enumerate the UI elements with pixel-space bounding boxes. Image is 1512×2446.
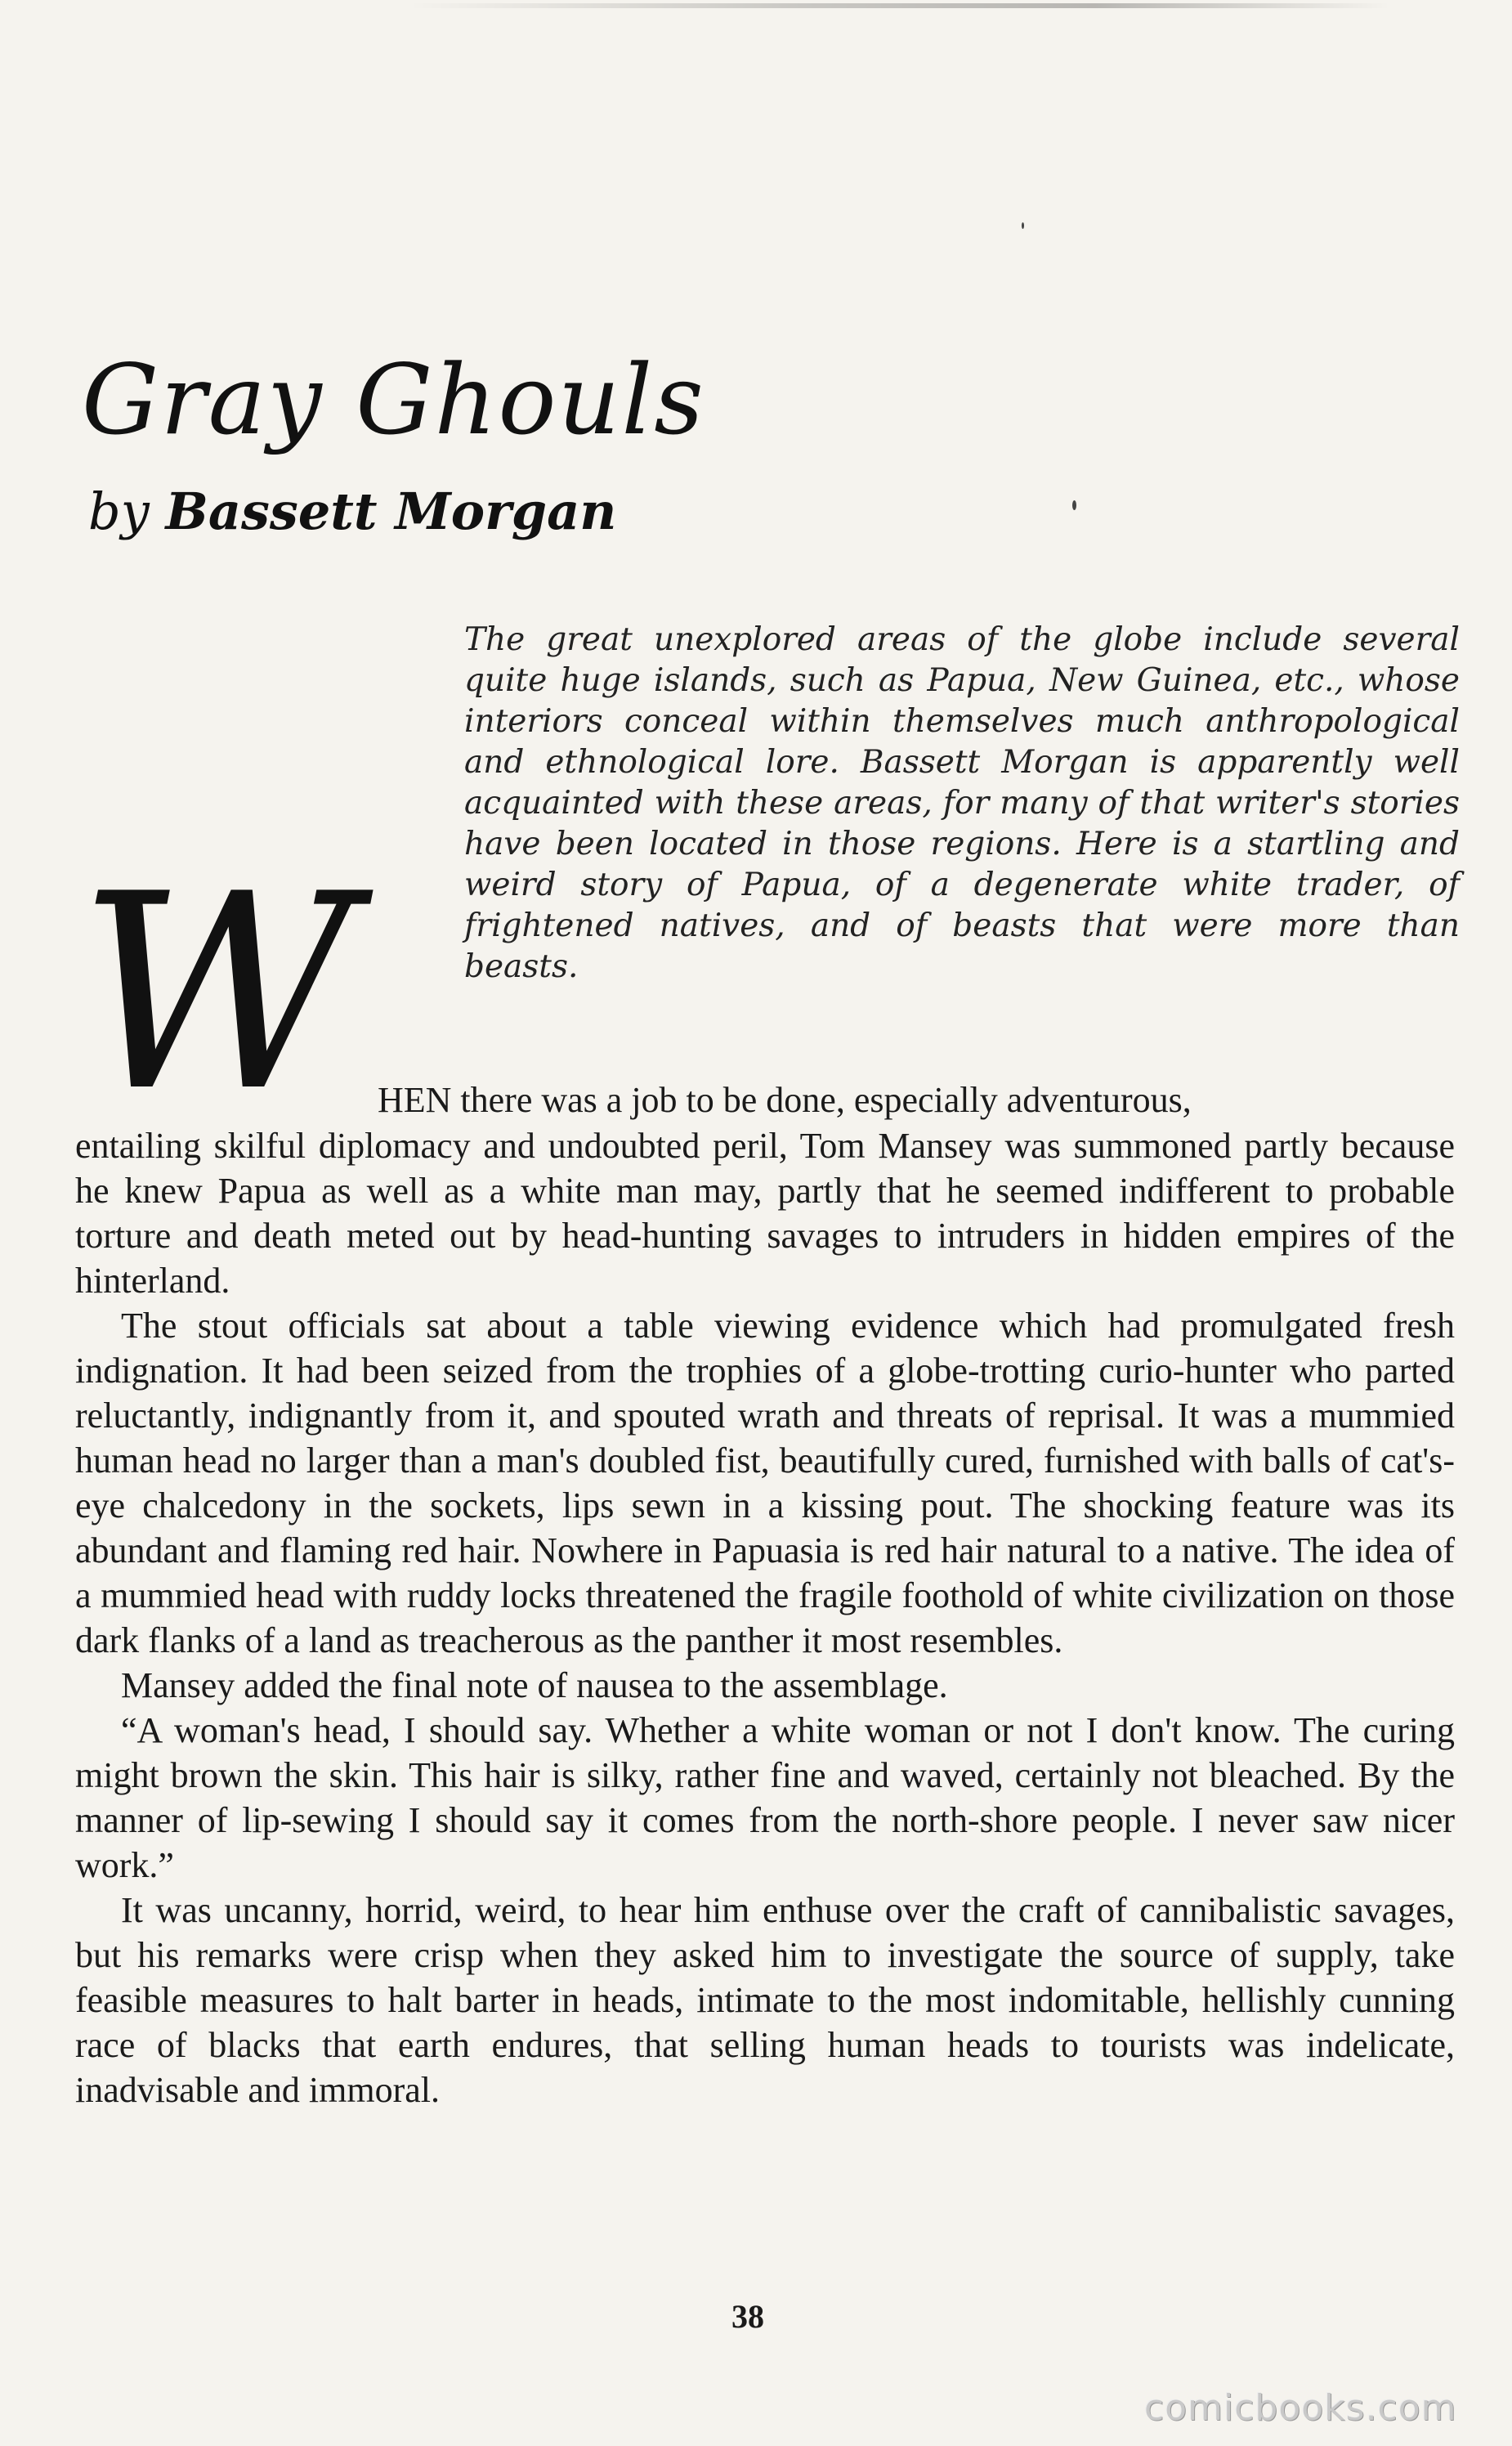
scan-edge-line xyxy=(409,3,1389,8)
story-body xyxy=(75,1123,1455,2112)
first-line: HEN there was a job to be done, especially adventurous, xyxy=(378,1080,1192,1120)
print-speck xyxy=(1022,222,1024,229)
print-speck xyxy=(1072,500,1076,510)
paragraph: Mansey added the final note of nausea to the assemblage. xyxy=(121,1665,948,1705)
intro-text: The great unexplored areas of the globe include several quite huge islands, such as Papua, New Guinea, etc., whose interiors conceal within themselves much anthropological and ethnological lore. Bassett Morgan is apparently well acquainted with these areas, for many of that writer's stories have been located in those regions. Here is a startling and weird story of Papua, of a degenerate white trader, of frightened natives, and of beasts that were more than beasts. xyxy=(464,621,1460,985)
drop-cap: W xyxy=(78,836,356,1150)
story-title: Gray Ghouls xyxy=(82,343,705,456)
paragraph: The stout officials sat about a table viewing evidence which had promulgated fresh indignation. It had been seized from the trophies of a globe-trotting curio-hunter who parted reluctantly, indignantly from it, and spouted wrath and threats of reprisal. It was a mummied human head no larger than a man's doubled fist, beautifully cured, furnished with balls of cat's-eye chalcedony in the sockets, lips sewn in a kissing pout. The shocking feature was its abundant and flaming red hair. Nowhere in Papuasia is red hair natural to a native. The idea of a mummied head with ruddy locks threatened the fragile foothold of white civilization on those dark flanks of a land as treacherous as the panther it most resembles. xyxy=(75,1306,1455,1660)
watermark-logo: comicbooks.com xyxy=(1144,2387,1457,2429)
intro-blurb xyxy=(464,620,1460,988)
author-name: Bassett Morgan xyxy=(165,482,617,541)
page-number: 38 xyxy=(731,2298,764,2335)
paragraph: “A woman's head, I should say. Whether a white woman or not I don't know. The curing might brown the skin. This hair is silky, rather fine and waved, certainly not bleached. By the manner of lip-sewing I should say it comes from the north-shore people. I never saw nicer work.” xyxy=(75,1710,1455,1885)
paragraph: It was uncanny, horrid, weird, to hear him enthuse over the craft of cannibalistic savages, but his remarks were crisp when they asked him to investigate the source of supply, take feasible measures to halt barter in heads, intimate to the most indomitable, hellishly cunning race of blacks that earth endures, that selling human heads to tourists was indelicate, inadvisable and immoral. xyxy=(75,1890,1455,2110)
byline xyxy=(88,482,617,541)
paragraph: entailing skilful diplomacy and undoubted peril, Tom Mansey was summoned partly because he knew Papua as well as a white man may, partly that he seemed indifferent to probable torture and death meted out by head-hunting savages to intruders in hidden empires of the hinterland. xyxy=(75,1126,1455,1301)
byline-prefix: by xyxy=(88,482,150,541)
